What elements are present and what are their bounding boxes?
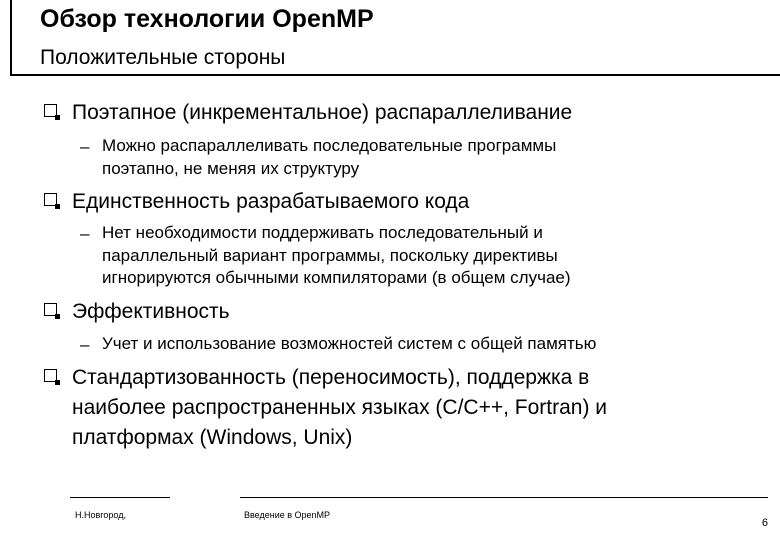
bullet-text: Поэтапное (инкрементальное) распараллеливание (72, 101, 573, 124)
square-bullet-icon (44, 193, 57, 206)
dash-bullet-icon: – (80, 224, 90, 243)
footer-location: Н.Новгород, (75, 510, 126, 520)
title-underline (10, 74, 780, 76)
bullet-text: Единственность разрабатываемого кода (72, 190, 470, 213)
square-bullet-icon (44, 369, 57, 382)
bullet-text: Эффективность (72, 300, 230, 323)
bullet-item-3 (44, 297, 230, 327)
dash-bullet-icon: – (80, 137, 90, 156)
bullet-item-4 (44, 363, 607, 453)
bullet-text: Стандартизованность (переносимость), поддержка в наиболее распространенных языках (C/C++, Fortran) и платформах (Windows, Unix) (72, 366, 608, 449)
square-bullet-icon (44, 104, 57, 117)
sub-item-3 (80, 333, 596, 356)
square-bullet-icon (44, 303, 57, 316)
footer-rule-left (70, 497, 170, 498)
slide-title: Обзор технологии OpenMP (40, 5, 374, 33)
bullet-item-1 (44, 98, 572, 128)
footer-course: Введение в OpenMP (244, 510, 331, 520)
page-number: 6 (761, 517, 768, 529)
footer-rule-right (240, 497, 768, 498)
title-left-rule (10, 0, 12, 74)
sub-item-text: Учет и использование возможностей систем с общей памятью (102, 334, 597, 353)
sub-item-text: Можно распараллеливать последовательные программы поэтапно, не меняя их структуру (102, 136, 557, 178)
sub-item-text: Нет необходимости поддерживать последовательный и параллельный вариант программы, поскольку директивы игнорируются обычными компиляторами (в общем случае) (102, 223, 571, 287)
slide-subtitle: Положительные стороны (40, 46, 286, 69)
sub-item-1 (80, 135, 556, 180)
sub-item-2 (80, 222, 571, 290)
bullet-item-2 (44, 187, 469, 217)
dash-bullet-icon: – (80, 335, 90, 354)
